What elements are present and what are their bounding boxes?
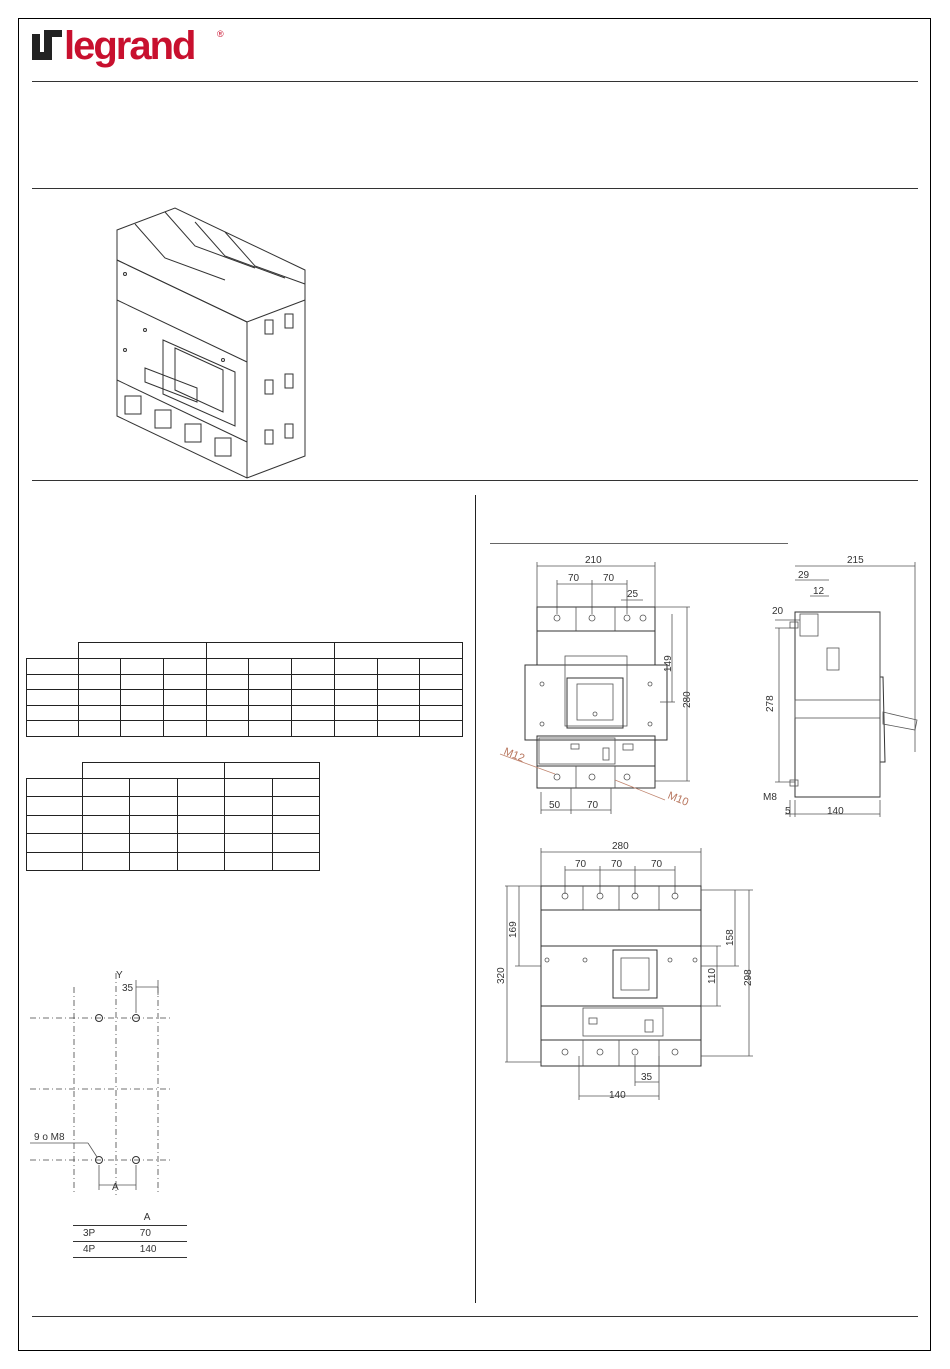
- ext-dim-pitch: 70: [575, 859, 587, 870]
- registered-mark: ®: [217, 29, 224, 39]
- divider: [32, 81, 918, 82]
- divider: [32, 1316, 918, 1317]
- front-dim-pitch: 70: [603, 573, 615, 584]
- front-dim-pitch: 70: [568, 573, 580, 584]
- front-view-drawing: [495, 552, 715, 817]
- drill-row-value: 140: [139, 1244, 157, 1255]
- front-dim-bottom: 70: [587, 800, 599, 811]
- side-dim-m8: M8: [763, 792, 777, 803]
- front-dim-terminal: 25: [627, 589, 639, 600]
- drilling-template-drawing: [30, 965, 230, 1210]
- front-view-4p-drawing: [495, 838, 760, 1103]
- ext-dim-298: 298: [743, 969, 754, 986]
- front-dim-width: 210: [585, 555, 602, 566]
- spec-table-1: [26, 642, 463, 737]
- drill-dim-35: 35: [122, 983, 134, 994]
- ext-dim-169: 169: [508, 921, 519, 938]
- ext-dim-110: 110: [707, 968, 718, 984]
- spec-table-2: [26, 762, 320, 871]
- side-dim-140: 140: [827, 806, 844, 817]
- divider: [32, 480, 918, 481]
- breaker-illustration: [105, 200, 315, 480]
- side-dim-depth: 215: [847, 555, 864, 566]
- section-rule: [490, 543, 788, 544]
- side-view-drawing: [755, 552, 930, 822]
- ext-dim-pitch: 70: [651, 859, 663, 870]
- drill-dim-hole: 9 o M8: [34, 1132, 65, 1143]
- ext-dim-35: 35: [641, 1072, 653, 1083]
- side-dim-278: 278: [765, 695, 776, 712]
- drill-table: [73, 1210, 187, 1258]
- drill-row-value: 70: [139, 1228, 151, 1239]
- ext-dim-140: 140: [609, 1090, 626, 1101]
- drill-row-pole: 3P: [83, 1228, 96, 1239]
- screw-callout-m12: M12: [501, 745, 527, 765]
- ext-dim-width: 280: [612, 841, 629, 852]
- ext-dim-320: 320: [496, 967, 507, 984]
- drill-dim-a: A: [112, 1182, 119, 1193]
- drill-row-pole: 4P: [83, 1244, 96, 1255]
- column-divider: [475, 495, 476, 1303]
- side-dim-20: 20: [772, 606, 784, 617]
- drill-table-header: A: [143, 1212, 151, 1223]
- side-dim-12: 12: [813, 586, 825, 597]
- ext-dim-158: 158: [725, 929, 736, 946]
- front-dim-height: 280: [682, 691, 693, 708]
- front-dim-mid: 149: [663, 655, 674, 672]
- screw-callout-m10: M10: [665, 789, 691, 809]
- divider: [32, 188, 918, 189]
- front-dim-bottom: 50: [549, 800, 561, 811]
- side-dim-5: 5: [785, 806, 791, 817]
- drill-dim-y: Y: [116, 970, 123, 981]
- ext-dim-pitch: 70: [611, 859, 623, 870]
- brand-name: legrand: [64, 24, 195, 68]
- side-dim-29: 29: [798, 570, 810, 581]
- legrand-logo-icon: [32, 28, 64, 64]
